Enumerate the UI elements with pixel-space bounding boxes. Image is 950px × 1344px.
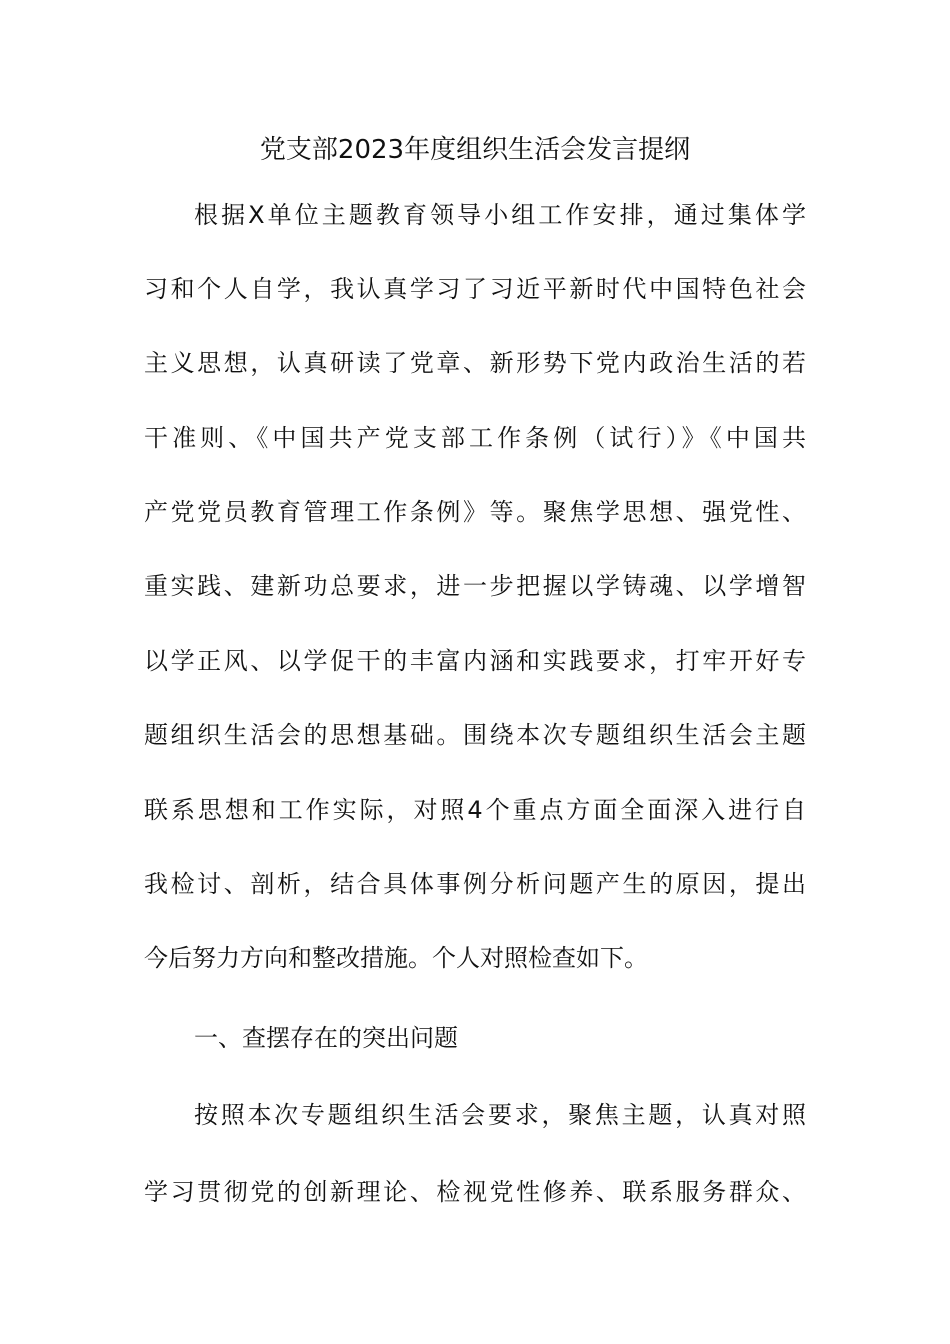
- paragraph-line: 联系思想和工作实际，对照4个重点方面全面深入进行自: [144, 796, 806, 824]
- paragraph-line: 以学正风、以学促干的丰富内涵和实践要求，打牢开好专: [144, 647, 806, 675]
- paragraph-line: 习和个人自学，我认真学习了习近平新时代中国特色社会: [144, 275, 806, 303]
- paragraph-line: 产党党员教育管理工作条例》等。聚焦学思想、强党性、: [144, 498, 806, 526]
- paragraph-line: 今后努力方向和整改措施。个人对照检查如下。: [144, 944, 648, 972]
- paragraph-line: 主义思想，认真研读了党章、新形势下党内政治生活的若: [144, 349, 806, 377]
- paragraph-line: 根据X单位主题教育领导小组工作安排，通过集体学: [194, 201, 806, 229]
- document-title: 党支部2023年度组织生活会发言提纲: [259, 135, 691, 165]
- paragraph-line: 我检讨、剖析，结合具体事例分析问题产生的原因，提出: [144, 870, 806, 898]
- paragraph-line: 题组织生活会的思想基础。围绕本次专题组织生活会主题: [144, 721, 806, 749]
- paragraph-line: 干准则、《中国共产党支部工作条例（试行）》《中国共: [144, 424, 806, 452]
- paragraph-line: 按照本次专题组织生活会要求，聚焦主题，认真对照: [194, 1101, 806, 1129]
- paragraph-line: 学习贯彻党的创新理论、检视党性修养、联系服务群众、: [144, 1178, 806, 1206]
- paragraph-line: 重实践、建新功总要求，进一步把握以学铸魂、以学增智: [144, 572, 806, 600]
- section-heading: 一、查摆存在的突出问题: [194, 1024, 458, 1052]
